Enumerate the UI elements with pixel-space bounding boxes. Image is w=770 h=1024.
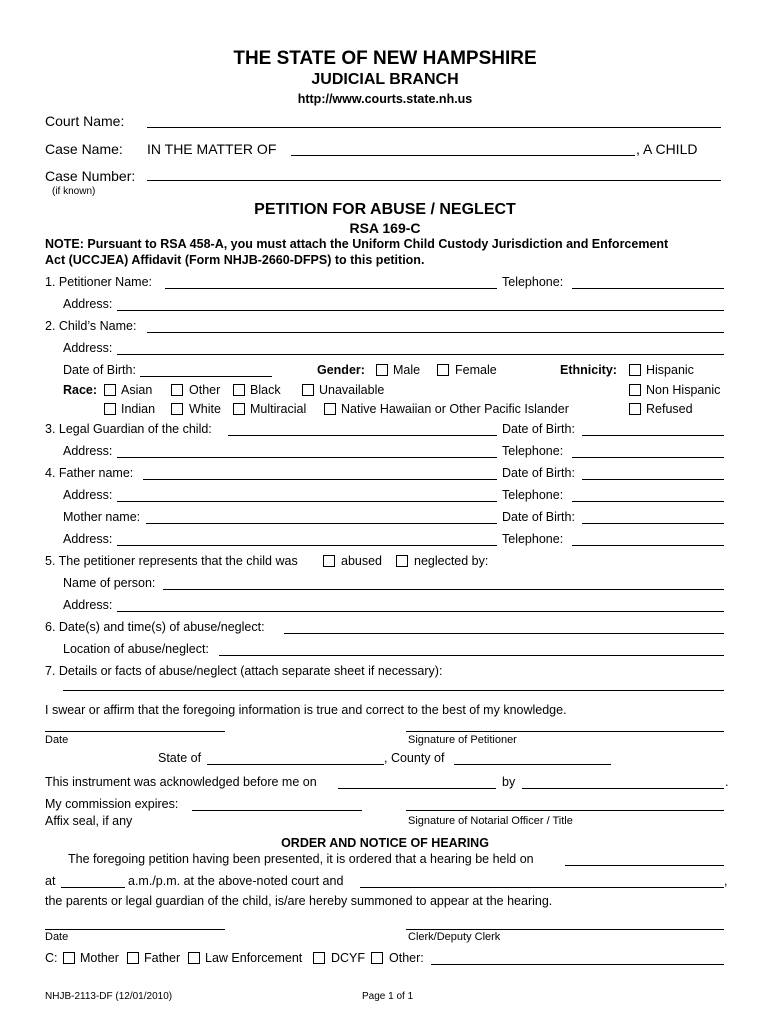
form-id: NHJB-2113-DF (12/01/2010) (45, 991, 173, 1002)
unavailable-label: Unavailable (319, 383, 385, 397)
note-line-2: Act (UCCJEA) Affidavit (Form NHJB-2660-DFPS) to this petition. (45, 253, 425, 267)
non-hispanic-label: Non Hispanic (646, 383, 721, 397)
guardian-address-field[interactable] (117, 457, 497, 458)
commission-field[interactable] (192, 810, 362, 811)
ethnicity-label: Ethnicity: (560, 363, 617, 377)
child-dob-label: Date of Birth: (63, 363, 136, 377)
father-dob-field[interactable] (582, 479, 724, 480)
summon-statement: the parents or legal guardian of the child, is/are hereby summoned to appear at the hearing. (45, 894, 553, 908)
acknowledged-by-field[interactable] (522, 788, 724, 789)
black-label: Black (250, 383, 281, 397)
hearing-location-field[interactable] (360, 887, 724, 888)
copy-other-label: Other: (389, 951, 424, 965)
female-label: Female (455, 363, 497, 377)
mother-telephone-field[interactable] (572, 545, 724, 546)
hawaiian-label: Native Hawaiian or Other Pacific Islander (341, 402, 569, 416)
hispanic-checkbox[interactable] (629, 364, 641, 376)
clerk-date-label: Date (45, 931, 69, 943)
county-of-label: , County of (384, 751, 445, 765)
neglected-label: neglected by: (414, 554, 489, 568)
gender-label: Gender: (317, 363, 365, 377)
case-name-label: Case Name: (45, 141, 123, 157)
child-name-field[interactable] (291, 155, 635, 156)
court-name-label: Court Name: (45, 113, 125, 129)
by-label: by (502, 775, 516, 789)
child-address-label: Address: (63, 341, 113, 355)
petitioner-date-field[interactable] (45, 731, 225, 732)
abused-label: abused (341, 554, 383, 568)
child-full-name-field[interactable] (147, 332, 724, 333)
copy-law-label: Law Enforcement (205, 951, 303, 965)
petitioner-signature-label: Signature of Petitioner (408, 734, 517, 746)
abuse-details-field[interactable] (63, 690, 724, 691)
court-name-field[interactable] (147, 127, 721, 128)
abuse-dates-field[interactable] (284, 633, 724, 634)
state-of-label: State of (158, 751, 202, 765)
female-checkbox[interactable] (437, 364, 449, 376)
petition-title: PETITION FOR ABUSE / NEGLECT (254, 201, 516, 218)
other-race-label: Other (189, 383, 221, 397)
male-checkbox[interactable] (376, 364, 388, 376)
mother-name-field[interactable] (146, 523, 497, 524)
father-telephone-label: Telephone: (502, 488, 564, 502)
commission-label: My commission expires: (45, 797, 179, 811)
county-of-field[interactable] (454, 764, 611, 765)
mother-dob-label: Date of Birth: (502, 510, 575, 524)
copy-mother-checkbox[interactable] (63, 952, 75, 964)
guardian-dob-label: Date of Birth: (502, 422, 575, 436)
copy-mother-label: Mother (80, 951, 119, 965)
petitioner-signature-field[interactable] (406, 731, 724, 732)
abuse-statement-label: 5. The petitioner represents that the child was (45, 554, 298, 568)
mother-address-field[interactable] (117, 545, 497, 546)
petitioner-address-field[interactable] (117, 310, 724, 311)
refused-label: Refused (646, 402, 693, 416)
guardian-telephone-field[interactable] (572, 457, 724, 458)
refused-checkbox[interactable] (629, 403, 641, 415)
at-label: at (45, 874, 56, 888)
guardian-dob-field[interactable] (582, 435, 724, 436)
abused-checkbox[interactable] (323, 555, 335, 567)
note-line-1: NOTE: Pursuant to RSA 458-A, you must attach the Uniform Child Custody Jurisdiction and Enforcement (45, 237, 669, 251)
page-number: Page 1 of 1 (362, 991, 414, 1002)
hearing-date-field[interactable] (565, 865, 724, 866)
guardian-address-label: Address: (63, 444, 113, 458)
mother-telephone-label: Telephone: (502, 532, 564, 546)
white-checkbox[interactable] (171, 403, 183, 415)
race-label: Race: (63, 383, 98, 397)
child-name-label: 2. Child’s Name: (45, 319, 137, 333)
child-dob-field[interactable] (140, 376, 272, 377)
case-number-field[interactable] (147, 180, 721, 181)
ampm-label: a.m./p.m. at the above-noted court and (128, 874, 344, 888)
white-label: White (189, 402, 221, 416)
copy-law-checkbox[interactable] (188, 952, 200, 964)
other-race-checkbox[interactable] (171, 384, 183, 396)
father-address-field[interactable] (117, 501, 497, 502)
person-address-label: Address: (63, 598, 113, 612)
branch-title: JUDICIAL BRANCH (311, 71, 459, 88)
multiracial-label: Multiracial (250, 402, 307, 416)
copy-dcyf-label: DCYF (331, 951, 366, 965)
acknowledged-label: This instrument was acknowledged before me on (45, 775, 317, 789)
petitioner-telephone-field[interactable] (572, 288, 724, 289)
asian-checkbox[interactable] (104, 384, 116, 396)
guardian-name-field[interactable] (228, 435, 497, 436)
child-address-field[interactable] (117, 354, 724, 355)
clerk-signature-label: Clerk/Deputy Clerk (408, 931, 501, 943)
indian-checkbox[interactable] (104, 403, 116, 415)
abuse-dates-label: 6. Date(s) and time(s) of abuse/neglect: (45, 620, 265, 634)
in-the-matter-label: IN THE MATTER OF (147, 141, 277, 157)
father-telephone-field[interactable] (572, 501, 724, 502)
non-hispanic-checkbox[interactable] (629, 384, 641, 396)
petitioner-address-label: Address: (63, 297, 113, 311)
hispanic-label: Hispanic (646, 363, 694, 377)
clerk-date-field[interactable] (45, 929, 225, 930)
person-name-label: Name of person: (63, 576, 156, 590)
copy-other-field[interactable] (431, 964, 724, 965)
statute-title: RSA 169-C (349, 220, 421, 236)
person-name-field[interactable] (163, 589, 724, 590)
acknowledged-period: . (725, 775, 729, 789)
copy-other-checkbox[interactable] (371, 952, 383, 964)
black-checkbox[interactable] (233, 384, 245, 396)
neglected-checkbox[interactable] (396, 555, 408, 567)
state-title: THE STATE OF NEW HAMPSHIRE (233, 48, 537, 69)
father-dob-label: Date of Birth: (502, 466, 575, 480)
mother-name-label: Mother name: (63, 510, 141, 524)
notary-signature-label: Signature of Notarial Officer / Title (408, 815, 573, 827)
abuse-details-label: 7. Details or facts of abuse/neglect (attach separate sheet if necessary): (45, 664, 443, 678)
a-child-label: , A CHILD (636, 141, 698, 157)
acknowledged-date-field[interactable] (338, 788, 496, 789)
petitioner-name-field[interactable] (165, 288, 497, 289)
order-comma: , (724, 874, 728, 888)
abuse-location-field[interactable] (219, 655, 724, 656)
father-name-label: 4. Father name: (45, 466, 134, 480)
petitioner-name-label: 1. Petitioner Name: (45, 275, 152, 289)
guardian-label: 3. Legal Guardian of the child: (45, 422, 212, 436)
father-address-label: Address: (63, 488, 113, 502)
state-of-field[interactable] (207, 764, 384, 765)
copy-to-label: C: (45, 951, 58, 965)
if-known-note: (if known) (52, 186, 96, 197)
court-url[interactable]: http://www.courts.state.nh.us (297, 92, 473, 106)
person-address-field[interactable] (117, 611, 724, 612)
hawaiian-checkbox[interactable] (324, 403, 336, 415)
copy-dcyf-checkbox[interactable] (313, 952, 325, 964)
petitioner-date-label: Date (45, 734, 69, 746)
oath-statement: I swear or affirm that the foregoing information is true and correct to the best of my knowledge. (45, 703, 567, 717)
mother-address-label: Address: (63, 532, 113, 546)
unavailable-checkbox[interactable] (302, 384, 314, 396)
asian-label: Asian (121, 383, 153, 397)
affix-seal-label: Affix seal, if any (45, 814, 133, 828)
order-line-1: The foregoing petition having been presented, it is ordered that a hearing be held on (68, 852, 534, 866)
guardian-telephone-label: Telephone: (502, 444, 564, 458)
petitioner-telephone-label: Telephone: (502, 275, 564, 289)
indian-label: Indian (121, 402, 156, 416)
multiracial-checkbox[interactable] (233, 403, 245, 415)
father-name-field[interactable] (143, 479, 497, 480)
mother-dob-field[interactable] (582, 523, 724, 524)
clerk-signature-field[interactable] (406, 929, 724, 930)
order-heading: ORDER AND NOTICE OF HEARING (281, 836, 489, 850)
notary-signature-field[interactable] (406, 810, 724, 811)
male-label: Male (393, 363, 421, 377)
abuse-location-label: Location of abuse/neglect: (63, 642, 209, 656)
case-number-label: Case Number: (45, 168, 136, 184)
copy-father-label: Father (144, 951, 181, 965)
copy-father-checkbox[interactable] (127, 952, 139, 964)
hearing-time-field[interactable] (61, 887, 125, 888)
